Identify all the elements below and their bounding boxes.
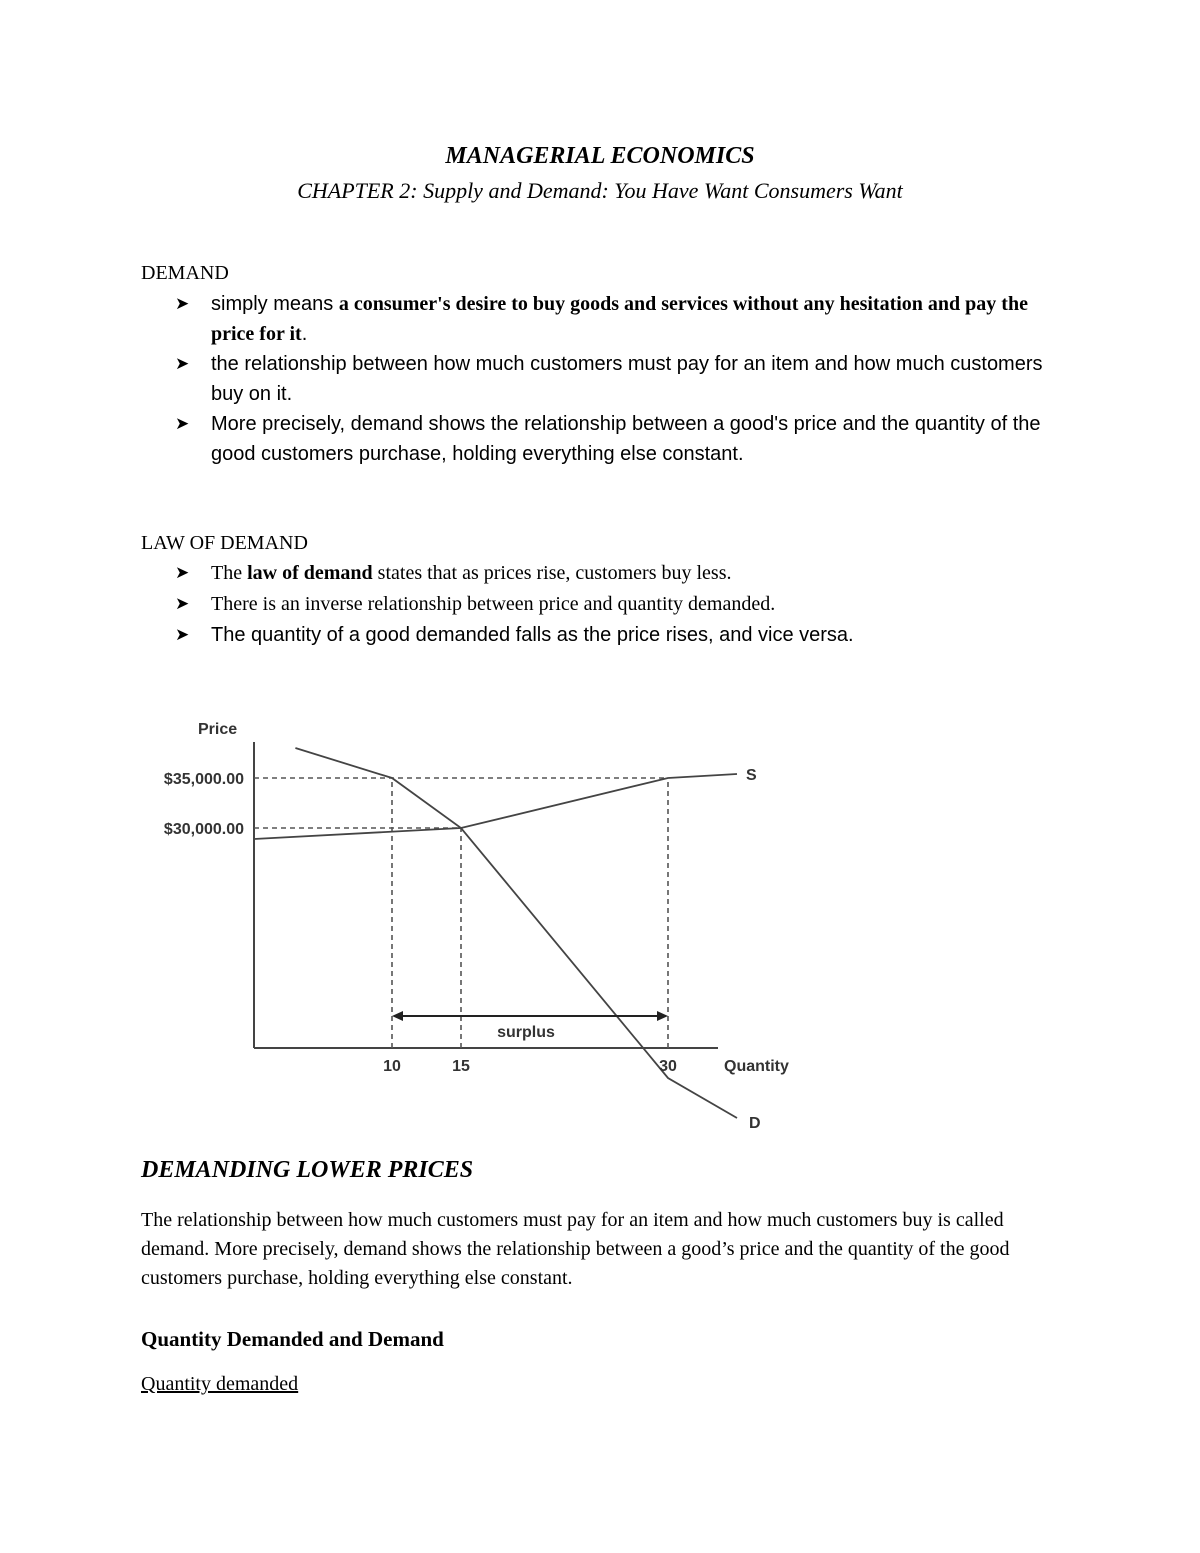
bullet-text: the relationship between how much customers must pay for an item and how much customers buy on it.	[211, 353, 1043, 405]
bullet-text: states that as prices rise, customers buy less.	[372, 562, 732, 584]
section-heading: DEMANDING LOWER PRICES	[141, 1157, 474, 1183]
bullet-bold-text: a consumer's desire to buy goods and services without any hesitation and pay the price for it	[211, 293, 1028, 345]
arrow-bullet-icon: ➤	[175, 354, 190, 374]
arrow-bullet-icon: ➤	[175, 625, 190, 645]
quantity-demanded-link[interactable]: Quantity demanded	[141, 1373, 299, 1395]
y-tick-label: $30,000.00	[163, 821, 244, 838]
chapter-subtitle: CHAPTER 2: Supply and Demand: You Have Want Consumers Want	[297, 178, 903, 203]
law-of-demand-heading: LAW OF DEMAND	[141, 532, 308, 554]
law-bullet-list	[175, 558, 1055, 651]
x-tick-label: 30	[659, 1058, 677, 1075]
list-item	[175, 558, 1055, 589]
supply-curve	[254, 774, 737, 839]
list-item	[175, 349, 1055, 409]
arrow-left-icon	[392, 1011, 403, 1021]
arrow-right-icon	[657, 1011, 668, 1021]
arrow-bullet-icon: ➤	[175, 414, 190, 434]
list-item	[175, 409, 1055, 469]
document-title: MANAGERIAL ECONOMICS	[445, 143, 755, 169]
demand-heading: DEMAND	[141, 262, 229, 284]
x-tick-label: 10	[383, 1058, 401, 1075]
arrow-bullet-icon: ➤	[175, 594, 190, 614]
arrow-bullet-icon: ➤	[175, 563, 190, 583]
bullet-text: There is an inverse relationship between price and quantity demanded.	[211, 593, 776, 615]
bullet-text: The	[211, 562, 248, 584]
bullet-text: The quantity of a good demanded falls as the price rises, and vice versa.	[211, 624, 854, 646]
list-item	[175, 620, 1055, 651]
surplus-label: surplus	[497, 1024, 555, 1041]
y-axis-label: Price	[198, 721, 238, 738]
body-paragraph: The relationship between how much customers must pay for an item and how much customers buy is called demand. More precisely, demand shows the relationship between a good’s price and the quantity of the good customers purchase, holding everything else constant.	[141, 1209, 1010, 1289]
supply-demand-chart	[0, 700, 1200, 1132]
x-axis-label: Quantity	[724, 1058, 789, 1075]
arrow-bullet-icon: ➤	[175, 294, 190, 314]
bullet-text: .	[301, 323, 308, 345]
y-tick-label: $35,000.00	[163, 771, 244, 788]
list-item	[175, 589, 1055, 620]
demand-label: D	[749, 1115, 761, 1132]
list-item	[175, 289, 1055, 349]
bullet-bold-text: law of demand	[247, 562, 373, 584]
supply-label: S	[746, 767, 757, 784]
bullet-text: simply means	[211, 293, 339, 315]
bullet-text: More precisely, demand shows the relationship between a good's price and the quantity of the good customers purchase, holding everything else constant.	[211, 413, 1041, 465]
x-tick-label: 15	[452, 1058, 470, 1075]
demand-bullet-list	[175, 289, 1055, 469]
subheading: Quantity Demanded and Demand	[141, 1327, 444, 1351]
